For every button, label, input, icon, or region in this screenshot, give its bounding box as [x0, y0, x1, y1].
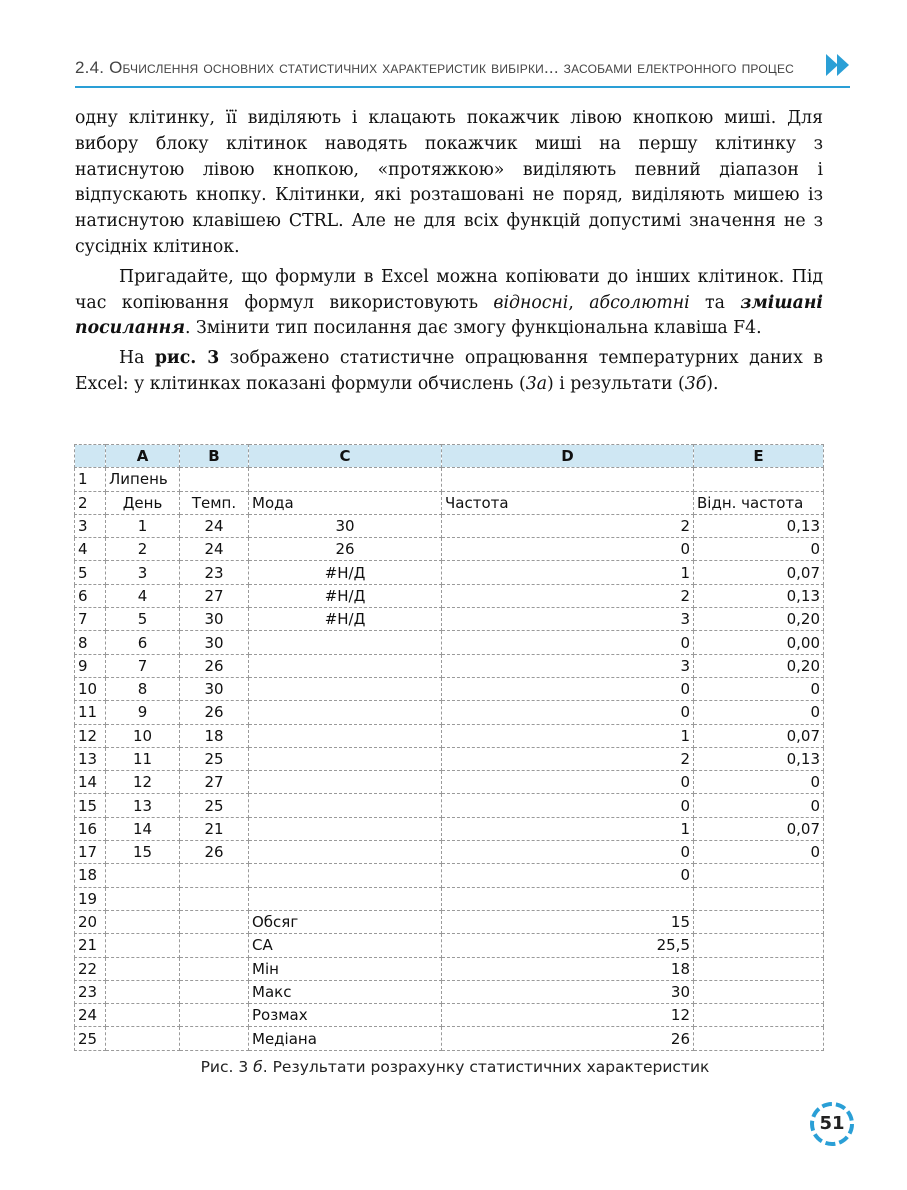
- table-cell: 0,13: [694, 747, 824, 770]
- table-cell: 3: [442, 654, 694, 677]
- table-cell: 25,5: [442, 934, 694, 957]
- table-cell: [442, 468, 694, 491]
- row-number-cell: 24: [75, 1004, 106, 1027]
- table-cell: 25: [180, 794, 249, 817]
- table-cell: 18: [442, 957, 694, 980]
- table-cell: 23: [180, 561, 249, 584]
- table-cell: #Н/Д: [249, 584, 442, 607]
- spreadsheet-body: [75, 468, 824, 1050]
- table-row: [75, 538, 824, 561]
- table-row: [75, 491, 824, 514]
- table-row: [75, 794, 824, 817]
- table-cell: 0,00: [694, 631, 824, 654]
- table-cell: [694, 1027, 824, 1050]
- column-header: C: [249, 445, 442, 468]
- table-cell: 12: [442, 1004, 694, 1027]
- table-cell: [694, 934, 824, 957]
- table-cell: 0: [694, 701, 824, 724]
- column-header: E: [694, 445, 824, 468]
- table-cell: 6: [106, 631, 180, 654]
- table-row: [75, 771, 824, 794]
- paragraph-3: На рис. 3 зображено статистичне опрацювання температурних даних в Excel: у клітинках показані формули обчислень (3а) і результати (3б).: [75, 348, 824, 394]
- table-cell: [694, 1004, 824, 1027]
- row-number-cell: 20: [75, 910, 106, 933]
- page-number: 51: [819, 1113, 845, 1134]
- table-row: [75, 514, 824, 537]
- column-header: A: [106, 445, 180, 468]
- table-cell: 0: [442, 771, 694, 794]
- table-cell: [180, 864, 249, 887]
- table-cell: 0: [442, 538, 694, 561]
- table-cell: 5: [106, 608, 180, 631]
- table-cell: [180, 1004, 249, 1027]
- row-number-cell: 11: [75, 701, 106, 724]
- table-cell: [442, 887, 694, 910]
- table-cell: 12: [106, 771, 180, 794]
- table-cell: 30: [180, 608, 249, 631]
- table-cell: 2: [106, 538, 180, 561]
- table-cell: День: [106, 491, 180, 514]
- table-cell: [106, 887, 180, 910]
- double-chevron-right-icon: [824, 50, 854, 80]
- table-cell: 0: [442, 841, 694, 864]
- body-text: [75, 106, 823, 398]
- table-row: [75, 468, 824, 491]
- table-cell: 26: [249, 538, 442, 561]
- table-cell: [249, 468, 442, 491]
- table-cell: [180, 910, 249, 933]
- table-cell: 26: [180, 701, 249, 724]
- table-cell: Відн. частота: [694, 491, 824, 514]
- row-number-cell: 17: [75, 841, 106, 864]
- table-cell: 26: [180, 841, 249, 864]
- table-cell: 0: [694, 841, 824, 864]
- table-row: [75, 747, 824, 770]
- table-cell: 11: [106, 747, 180, 770]
- table-cell: [249, 771, 442, 794]
- figure-caption: Рис. 3 б. Результати розрахунку статистичних характеристик: [200, 1058, 710, 1076]
- table-cell: [180, 980, 249, 1003]
- table-cell: [106, 910, 180, 933]
- paragraph-2: Пригадайте, що формули в Excel можна копіювати до інших клітинок. Під час копіювання формул використовують відносні, абсолютні та змішані посилання. Змінити тип посилання дає змогу функціональна клавіша F4.: [75, 266, 823, 339]
- table-cell: 10: [106, 724, 180, 747]
- row-number-cell: 19: [75, 887, 106, 910]
- table-cell: [249, 794, 442, 817]
- table-cell: 30: [180, 677, 249, 700]
- row-number-cell: 2: [75, 491, 106, 514]
- table-cell: [694, 864, 824, 887]
- row-number-cell: 16: [75, 817, 106, 840]
- table-cell: 1: [106, 514, 180, 537]
- table-cell: 24: [180, 538, 249, 561]
- table-row: [75, 724, 824, 747]
- running-header: [75, 54, 850, 88]
- table-cell: 0,13: [694, 584, 824, 607]
- table-cell: [180, 934, 249, 957]
- table-cell: 14: [106, 817, 180, 840]
- table-row: [75, 980, 824, 1003]
- table-cell: 0,07: [694, 561, 824, 584]
- table-row: [75, 701, 824, 724]
- table-cell: 9: [106, 701, 180, 724]
- table-cell: СА: [249, 934, 442, 957]
- table-cell: Макс: [249, 980, 442, 1003]
- table-cell: Розмах: [249, 1004, 442, 1027]
- table-cell: 0: [442, 677, 694, 700]
- table-cell: [106, 864, 180, 887]
- table-row: [75, 654, 824, 677]
- table-cell: 0: [442, 864, 694, 887]
- table-cell: Липень: [106, 468, 180, 491]
- row-number-cell: 22: [75, 957, 106, 980]
- table-row: [75, 608, 824, 631]
- table-row: [75, 934, 824, 957]
- table-cell: [180, 887, 249, 910]
- table-cell: 30: [249, 514, 442, 537]
- table-cell: [249, 654, 442, 677]
- table-cell: 30: [442, 980, 694, 1003]
- row-number-cell: 25: [75, 1027, 106, 1050]
- table-cell: 0: [694, 794, 824, 817]
- table-cell: Мода: [249, 491, 442, 514]
- table-cell: [694, 468, 824, 491]
- row-number-cell: 3: [75, 514, 106, 537]
- table-cell: [249, 864, 442, 887]
- column-header: D: [442, 445, 694, 468]
- table-cell: [694, 980, 824, 1003]
- table-row: [75, 677, 824, 700]
- table-cell: 1: [442, 724, 694, 747]
- table-cell: 3: [106, 561, 180, 584]
- table-cell: 1: [442, 561, 694, 584]
- table-row: [75, 584, 824, 607]
- table-cell: [106, 957, 180, 980]
- table-cell: Обсяг: [249, 910, 442, 933]
- table-cell: Темп.: [180, 491, 249, 514]
- table-cell: 0,20: [694, 608, 824, 631]
- table-cell: #Н/Д: [249, 608, 442, 631]
- row-number-cell: 15: [75, 794, 106, 817]
- table-cell: 0: [694, 677, 824, 700]
- table-cell: [106, 1027, 180, 1050]
- table-cell: [249, 817, 442, 840]
- table-cell: 0: [694, 538, 824, 561]
- table-row: [75, 631, 824, 654]
- table-cell: 0: [694, 771, 824, 794]
- table-cell: 15: [442, 910, 694, 933]
- table-cell: 2: [442, 584, 694, 607]
- row-number-cell: 9: [75, 654, 106, 677]
- table-cell: 26: [180, 654, 249, 677]
- table-cell: 0,07: [694, 724, 824, 747]
- row-number-cell: 8: [75, 631, 106, 654]
- table-cell: [180, 1027, 249, 1050]
- table-cell: 15: [106, 841, 180, 864]
- paragraph-1: одну клітинку, її виділяють і клацають покажчик лівою кнопкою миші. Для вибору блоку клітинок наводять покажчик миші на першу клітинку з натиснутою лівою кнопкою, «протяжкою» виділяють певний діапазон і відпускають кнопку. Клітинки, які розташовані не поряд, виділяють мишею із натиснутою клавішею CTRL. Але не для всіх функцій допустимі значення не з сусідніх клітинок.: [75, 108, 823, 257]
- row-number-cell: 5: [75, 561, 106, 584]
- table-cell: 24: [180, 514, 249, 537]
- table-cell: 2: [442, 514, 694, 537]
- table-row: [75, 841, 824, 864]
- corner-cell: [75, 445, 106, 468]
- column-header: B: [180, 445, 249, 468]
- table-cell: 21: [180, 817, 249, 840]
- table-cell: 1: [442, 817, 694, 840]
- table-cell: [106, 980, 180, 1003]
- table-cell: [180, 468, 249, 491]
- table-cell: 27: [180, 584, 249, 607]
- table-cell: 18: [180, 724, 249, 747]
- table-cell: 0,13: [694, 514, 824, 537]
- table-cell: [694, 887, 824, 910]
- table-cell: 0,07: [694, 817, 824, 840]
- table-cell: [106, 1004, 180, 1027]
- row-number-cell: 1: [75, 468, 106, 491]
- table-cell: 26: [442, 1027, 694, 1050]
- row-number-cell: 21: [75, 934, 106, 957]
- spreadsheet-table: [74, 444, 824, 1051]
- row-number-cell: 4: [75, 538, 106, 561]
- table-cell: [249, 724, 442, 747]
- table-cell: 0: [442, 701, 694, 724]
- table-cell: 0,20: [694, 654, 824, 677]
- table-cell: 30: [180, 631, 249, 654]
- column-header-row: [75, 445, 824, 468]
- table-cell: [180, 957, 249, 980]
- table-row: [75, 1027, 824, 1050]
- table-row: [75, 1004, 824, 1027]
- table-cell: 0: [442, 794, 694, 817]
- table-row: [75, 910, 824, 933]
- row-number-cell: 10: [75, 677, 106, 700]
- table-cell: [249, 701, 442, 724]
- table-cell: [694, 910, 824, 933]
- row-number-cell: 7: [75, 608, 106, 631]
- table-cell: 3: [442, 608, 694, 631]
- table-cell: [106, 934, 180, 957]
- row-number-cell: 12: [75, 724, 106, 747]
- running-title: 2.4. Обчислення основних статистичних характеристик вибірки... засобами електронного процес: [75, 58, 795, 77]
- row-number-cell: 14: [75, 771, 106, 794]
- row-number-cell: 18: [75, 864, 106, 887]
- table-cell: Мін: [249, 957, 442, 980]
- table-row: [75, 864, 824, 887]
- table-row: [75, 957, 824, 980]
- table-cell: 2: [442, 747, 694, 770]
- table-cell: 13: [106, 794, 180, 817]
- table-cell: Частота: [442, 491, 694, 514]
- table-cell: 7: [106, 654, 180, 677]
- table-cell: [249, 677, 442, 700]
- page-number-badge: [808, 1100, 856, 1148]
- table-cell: 8: [106, 677, 180, 700]
- table-cell: Медіана: [249, 1027, 442, 1050]
- row-number-cell: 23: [75, 980, 106, 1003]
- table-cell: #Н/Д: [249, 561, 442, 584]
- table-cell: 4: [106, 584, 180, 607]
- table-cell: 0: [442, 631, 694, 654]
- table-cell: [249, 747, 442, 770]
- table-cell: 25: [180, 747, 249, 770]
- row-number-cell: 13: [75, 747, 106, 770]
- table-row: [75, 887, 824, 910]
- table-cell: 27: [180, 771, 249, 794]
- table-cell: [249, 631, 442, 654]
- table-cell: [249, 887, 442, 910]
- table-cell: [694, 957, 824, 980]
- table-cell: [249, 841, 442, 864]
- row-number-cell: 6: [75, 584, 106, 607]
- table-row: [75, 561, 824, 584]
- table-row: [75, 817, 824, 840]
